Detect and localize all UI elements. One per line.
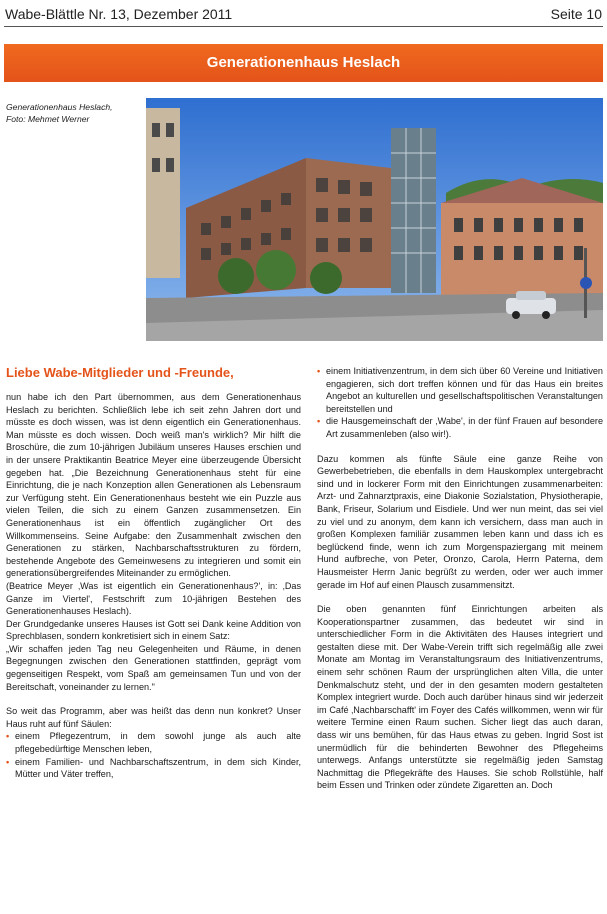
header-divider (4, 26, 603, 27)
bullet-icon: • (317, 366, 321, 376)
paragraph: Der Grundgedanke unseres Hauses ist Gott sei Dank keine Addition von Sprechblasen, sondern konkretisiert sich in einem Satz: (6, 618, 301, 642)
bullet-icon: • (6, 731, 10, 742)
paragraph: Dazu kommen als fünfte Säule eine ganze Reihe von Gewerbebetrieben, die ebenfalls in dem Hauskomplex untergebracht sind und in lockerer Form mit den Einrichtungen zusammenarbeiten: Arzt- und Zahnarztpraxis, eine Diakonie Sozialstation, Physiotherapie, Bank, Friseur, Solarium und Eisdiele. Und wer nun meint, das sei viel zu viel und zu anonym, dem kann ich versichern, dass man auch in großen Komplexen familiär zusammen leben kann und dass ich es beglückend finde, wenn ich zum Morgenspaziergang mit meinem Hund aufbreche, von Peter, Oronzo, Carola, Herrn Paterna, dem Hausmeister Herrn Janic begrüßt zu werden, oder wer auch immer gerade im Hof auf einen Plausch zusammensitzt. (317, 453, 603, 590)
bullet-icon: • (317, 416, 321, 427)
left-column (6, 391, 301, 781)
spacer (317, 591, 603, 603)
list-item (317, 365, 603, 415)
photo-caption (6, 101, 142, 125)
salutation: Liebe Wabe-Mitglieder und -Freunde, (6, 365, 234, 380)
quote-paragraph: „Wir schaffen jeden Tag neu Gelegenheiten und Räume, in denen Begegnungen zwischen den Generationen stattfinden, geprägt vom gegenseitigen Respekt, vom Spaß am gemeinsamen Tun und von der Bereitschaft, voneinander zu lernen." (6, 643, 301, 692)
paragraph: So weit das Programm, aber was heißt das denn nun konkret? Unser Haus ruht auf fünf Säulen: (6, 706, 301, 729)
right-column (317, 365, 603, 792)
page-number: Seite 10 (550, 6, 602, 22)
list-item (317, 415, 603, 440)
spacer (6, 693, 301, 705)
list-item-text: einem Familien- und Nachbarschaftszentrum, in dem sich Kinder, Mütter und Väter treffen, (15, 756, 301, 780)
caption-line-1: Generationenhaus Heslach, (6, 102, 113, 112)
building-photo (146, 98, 603, 341)
building-photo-illustration (146, 98, 603, 341)
list-item (6, 756, 301, 781)
caption-line-2: Foto: Mehmet Werner (6, 114, 90, 124)
page-header (0, 0, 607, 40)
issue-title: Wabe-Blättle Nr. 13, Dezember 2011 (5, 6, 233, 22)
bullet-icon: • (6, 756, 10, 767)
list-item-text: die Hausgemeinschaft der ‚Wabe', in der fünf Frauen auf besondere Art zusammenleben (also wir!). (326, 416, 603, 439)
spacer (317, 441, 603, 453)
paragraph: (Beatrice Meyer ‚Was ist eigentlich ein Generationenhaus?', in: ‚Das Ganze im Viertel', Festschrift zum 10-jährigen Bestehen des Generationenhauses Heslach). (6, 580, 301, 617)
section-banner (4, 44, 603, 82)
paragraph: nun habe ich den Part übernommen, aus dem Generationenhaus Heslach zu berichten. Schließlich lebe ich seit zehn Jahren dort und müsste es doch wissen, was ist denn eigentlich ein Generationenhaus. Man müsste es doch wissen. Doch weiß man's wirklich? Mir hilft die Broschüre, die zum 10-jährigen Jubiläum unseres Hauses erschien und in der unsere Praktikantin Beatrice Meyer eine überzeugende Übersicht gegeben hat. „Die Bezeichnung Generationenhaus steht für eine Einrichtung, die je nach Konzeption allen Generationen als Lebensraum zur Verfügung steht. Ein Generationenhaus besteht wie ein Puzzle aus vielen Teilen, die sich zu einem Ganzen zusammensetzen. Ein Generationenhaus ist ein öffentlich zugänglicher Ort des Willkommenseins. Seine Aufgabe: den Zusammenhalt zwischen den Generationen zu stärken, Nachbarschaftsstrukturen zu fördern, bestehende Angebote des Gemeinwesens zu integrieren und somit ein generationsübergreifendes Miteinander zu ermöglichen. (6, 392, 301, 579)
section-title: Generationenhaus Heslach (206, 54, 401, 71)
list-item (6, 730, 301, 755)
list-item-text: einem Initiativenzentrum, in dem sich über 60 Vereine und Initiativen engagieren, sich dort treffen können und für das Haus ein breites Angebot an kulturellen und gesellschaftspolitischen Veranstaltungen bereitstellen und (326, 366, 603, 414)
paragraph: Die oben genannten fünf Einrichtungen arbeiten als Kooperationspartner zusammen, das bedeutet wir sind in unterschiedlicher Form in die Aktivitäten des Hauses integriert und gestalten diese mit. Der Wabe-Verein trifft sich regelmäßig alle zwei Monate am Montag im Veranstaltungsraum des Initiativenzentrums, einem sehr schönen Raum der ursprünglichen alten Villa, die unter Denkmalschutz steht, und der in den gesamten modern gestalteten Komplex integriert wurde. Doch auch darüber hinaus sind wir jederzeit im Café ‚Nachbarschafft' im Foyer des Cafés willkommen, wenn wir für weitere Termine einen Raum suchen. Sicher liegt das auch daran, dass wir uns bemühen, für das Haus etwas zu geben. Ingrid Sost ist unermüdlich für die behinderten Bewohner des Pflegeheims unterwegs. Anfangs unterstützte sie regelmäßig jeden Samstag Nachmittag die Pflegekräfte des Hauses. Sie schob Rollstühle, half beim Essen und Trinken oder zündete Zigaretten an. Doch (317, 604, 603, 791)
list-item-text: einem Pflegezentrum, in dem sowohl junge als auch alte pflegebedürftige Menschen leben, (15, 731, 301, 755)
